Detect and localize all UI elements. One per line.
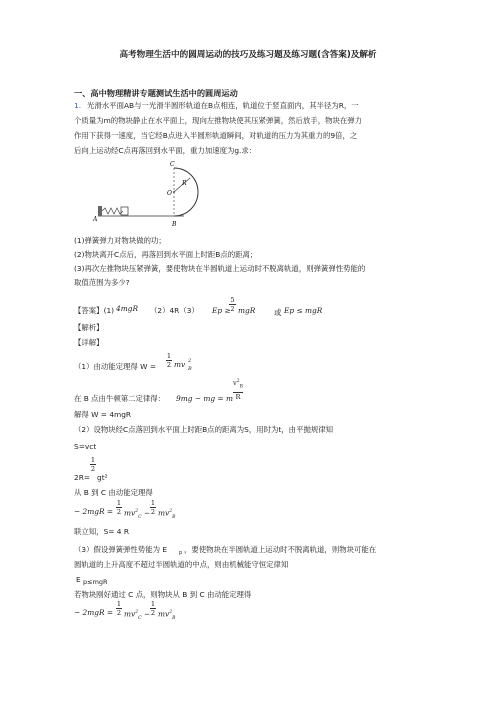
label-b: B xyxy=(172,221,177,228)
label-a: A xyxy=(93,216,98,223)
label-o: O xyxy=(167,190,172,197)
step-8-term-1: $mv^2_C$ − xyxy=(124,508,151,520)
sub-question-3b: 取值范围为多少? xyxy=(74,278,130,287)
question-line-2: 个质量为m的物块静止在水平面上，现向左推物块使其压紧弹簧，然后放手，物块在弹力 xyxy=(74,116,363,125)
detail-label: 【详解】 xyxy=(74,338,104,347)
step-6: 2R= xyxy=(74,473,91,482)
sub-question-3a: (3)再次左推物块压紧弹簧，要使物块在半圆轨道上运动时不脱离轨道，则弹簧弹性势能的 xyxy=(74,264,366,273)
label-c: C xyxy=(170,161,175,168)
step-14-term-1: $mv^2_C$ − xyxy=(124,609,151,621)
step-5: S=vct xyxy=(74,442,97,451)
step-4: （2）设物块经C点落回到水平面上时距B点的距离为S，用时为t，由平抛规律知 xyxy=(74,425,334,434)
question-number: 1. xyxy=(74,101,82,110)
step-10-sub: p xyxy=(179,550,183,556)
step-6-tail: gt² xyxy=(97,473,108,482)
fraction-vb2-r: $\frac{v^2_B}{R}$ xyxy=(233,379,243,401)
sub-question-1: (1)弹簧弹力对物块做的功； xyxy=(74,236,166,245)
answer-or: 或 xyxy=(274,308,282,317)
fraction-5-2: $\frac{5}{2}$ xyxy=(230,296,235,313)
step-12: E xyxy=(76,575,81,584)
step-14-term-2: $mv^2_B$ xyxy=(158,609,176,621)
step-9: 联立知，S= 4 R xyxy=(74,527,129,536)
step-10a: （3）假设弹簧弹性势能为 E xyxy=(74,545,168,554)
fraction-half-3: $\frac{1}{2}$ xyxy=(116,499,122,516)
answer-2-3-label: （2）4R（3） xyxy=(150,306,199,315)
page-title: 高考物理生活中的圆周运动的技巧及练习题及练习题(含答案)及解析 xyxy=(119,50,377,60)
question-line-4: 后向上运动经C点再落回到水平面，重力加速度为g.求： xyxy=(74,146,257,155)
step-1-sub: B xyxy=(188,366,192,372)
sub-question-2: (2)物块离开C点后，再落回到水平面上时距B点的距离； xyxy=(74,250,258,259)
semicircle-track-figure xyxy=(92,160,232,232)
step-7: 从 B 到 C 由动能定理得 xyxy=(74,488,153,497)
answer-1: 4mgR xyxy=(116,304,139,313)
answer-label: 【答案】(1) xyxy=(74,306,115,315)
label-r: R xyxy=(182,180,187,187)
step-1-sup: 2 xyxy=(188,358,192,364)
step-13: 若物块刚好通过 C 点，则物块从 B 到 C 由动能定理得 xyxy=(74,590,252,599)
answer-3a-tail: mgR xyxy=(238,306,256,315)
step-14-pre: − 2mgR = xyxy=(74,608,114,617)
step-11: 圆轨道的上升高度不超过半圆轨道的中点，则由机械能守恒定律知 xyxy=(74,560,289,569)
fraction-half-4: $\frac{1}{2}$ xyxy=(150,499,156,516)
step-10b: ，要使物块在半圆轨道上运动时不脱离轨道，则物块可能在 xyxy=(184,545,377,554)
step-12b: p≤mgR xyxy=(83,578,108,586)
question-line-1: 光滑水平面AB与一光滑半圆形轨道在B点相连，轨道位于竖直面内，其半径为R，一 xyxy=(87,101,359,110)
step-1: （1）由动能定理得 W = xyxy=(74,362,157,371)
step-2-eq: 9mg − mg = m xyxy=(176,394,233,403)
analysis-label: 【解析】 xyxy=(74,323,104,332)
section-heading: 一、高中物理精讲专题测试生活中的圆周运动 xyxy=(74,88,238,98)
fraction-half-2: $\frac{1}{2}$ xyxy=(90,456,96,473)
step-1-eq: mv xyxy=(174,360,186,369)
fraction-half-1: $\frac{1}{2}$ xyxy=(166,352,172,369)
answer-3a: Ep ≥ xyxy=(212,306,231,315)
fraction-half-5: $\frac{1}{2}$ xyxy=(116,600,122,617)
step-3: 解得 W = 4mgR xyxy=(74,410,132,419)
step-8-term-2: $mv^2_B$ xyxy=(158,508,176,520)
question-line-3: 作用下获得一速度，当它经B点进入半圆形轨道瞬间，对轨道的压力为其重力的9倍，之 xyxy=(74,131,358,140)
step-2-label: 在 B 点由牛顿第二定律得： xyxy=(74,394,166,403)
step-8-pre: − 2mgR = xyxy=(74,507,114,516)
answer-3b: Ep ≤ mgR xyxy=(284,306,323,315)
fraction-half-6: $\frac{1}{2}$ xyxy=(150,600,156,617)
